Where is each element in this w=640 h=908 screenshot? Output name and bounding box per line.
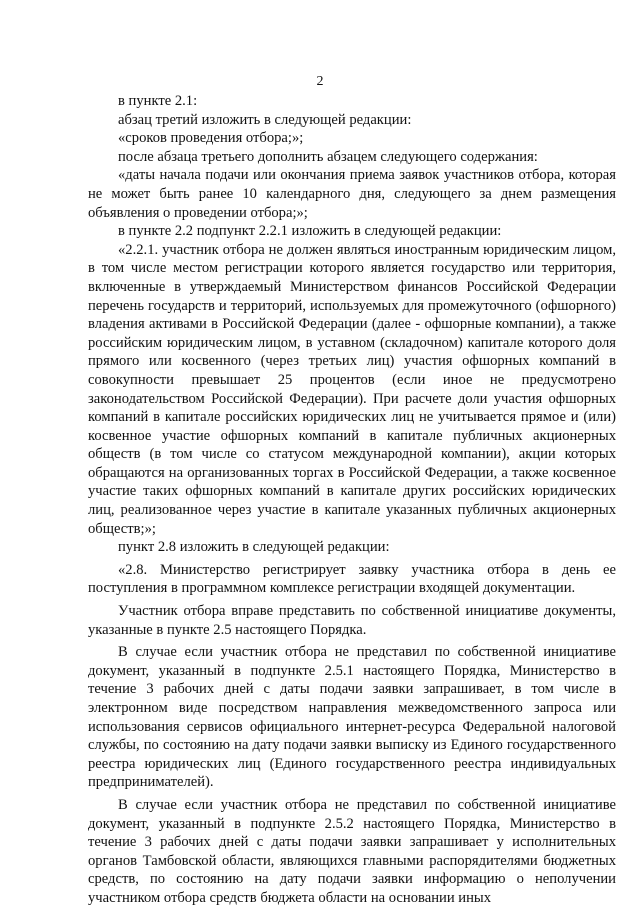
paragraph: «даты начала подачи или окончания приема заявок участников отбора, которая не может быть ранее 10 календарного дня, следующего за днем размещения объявления о проведении отбора;»; (88, 167, 616, 221)
paragraph: «сроков проведения отбора;»; (118, 130, 304, 147)
paragraph: В случае если участник отбора не представил по собственной инициативе документ, указанный в подпункте 2.5.1 настоящего Порядка, Министерство в течение 3 рабочих дней с даты подачи заявки запрашивает, в том числе в электронном виде посредством направления межведомственного запроса или использования сервисов официального интернет-ресурса Федеральной налоговой службы, по состоянию на дату подачи заявки выписку из Единого государственного реестра юридических лиц (Единого государственного реестра индивидуальных предпринимателей). (88, 644, 616, 791)
paragraph: в пункте 2.1: (118, 93, 198, 109)
paragraph: абзац третий изложить в следующей редакции: (118, 111, 412, 128)
paragraph: «2.2.1. участник отбора не должен являться иностранным юридическим лицом, в том числе местом регистрации которого является государство или территория, включенные в утверждаемый Министерством финансов Российской Федерации перечень государств и территорий, используемых для промежуточного (офшорного) владения активами в Российской Федерации (далее - офшорные компании), а также российским юридическим лицом, в уставном (складочном) капитале которого доля прямого или косвенного (через третьих лиц) участия офшорных компаний в совокупности превышает 25 процентов (если иное не предусмотрено законодательством Российской Федерации). При расчете доли участия офшорных компаний в капитале российских юридических лиц не учитывается прямое и (или) косвенное участие офшорных компаний в капитале публичных акционерных обществ (в том числе со статусом международной компании), акции которых обращаются на организованных торгах в Российской Федерации, а также косвенное участие таких офшорных компаний в капитале других российских юридических лиц, реализованное через участие в капитале указанных публичных акционерных обществ;»; (88, 241, 616, 537)
paragraph: В случае если участник отбора не представил по собственной инициативе документ, указанный в подпункте 2.5.2 настоящего Порядка, Министерство в течение 3 рабочих дней с даты подачи заявки запрашивает у исполнительных органов Тамбовской области, являющихся главными распорядителями бюджетных средств, по состоянию на дату подачи заявки информацию о неполучении участником отбора средств бюджета области на основании иных (88, 796, 616, 906)
page-number: 2 (316, 74, 324, 89)
paragraph: Участник отбора вправе представить по собственной инициативе документы, указанные в пункте 2.5 настоящего Порядка. (88, 603, 616, 638)
paragraph: в пункте 2.2 подпункт 2.2.1 изложить в следующей редакции: (118, 223, 502, 240)
document-body (88, 92, 616, 908)
paragraph: «2.8. Министерство регистрирует заявку участника отбора в день ее поступления в программном комплексе регистрации входящей документации. (88, 561, 616, 597)
paragraph: после абзаца третьего дополнить абзацем следующего содержания: (118, 148, 538, 165)
paragraph: пункт 2.8 изложить в следующей редакции: (118, 539, 390, 556)
